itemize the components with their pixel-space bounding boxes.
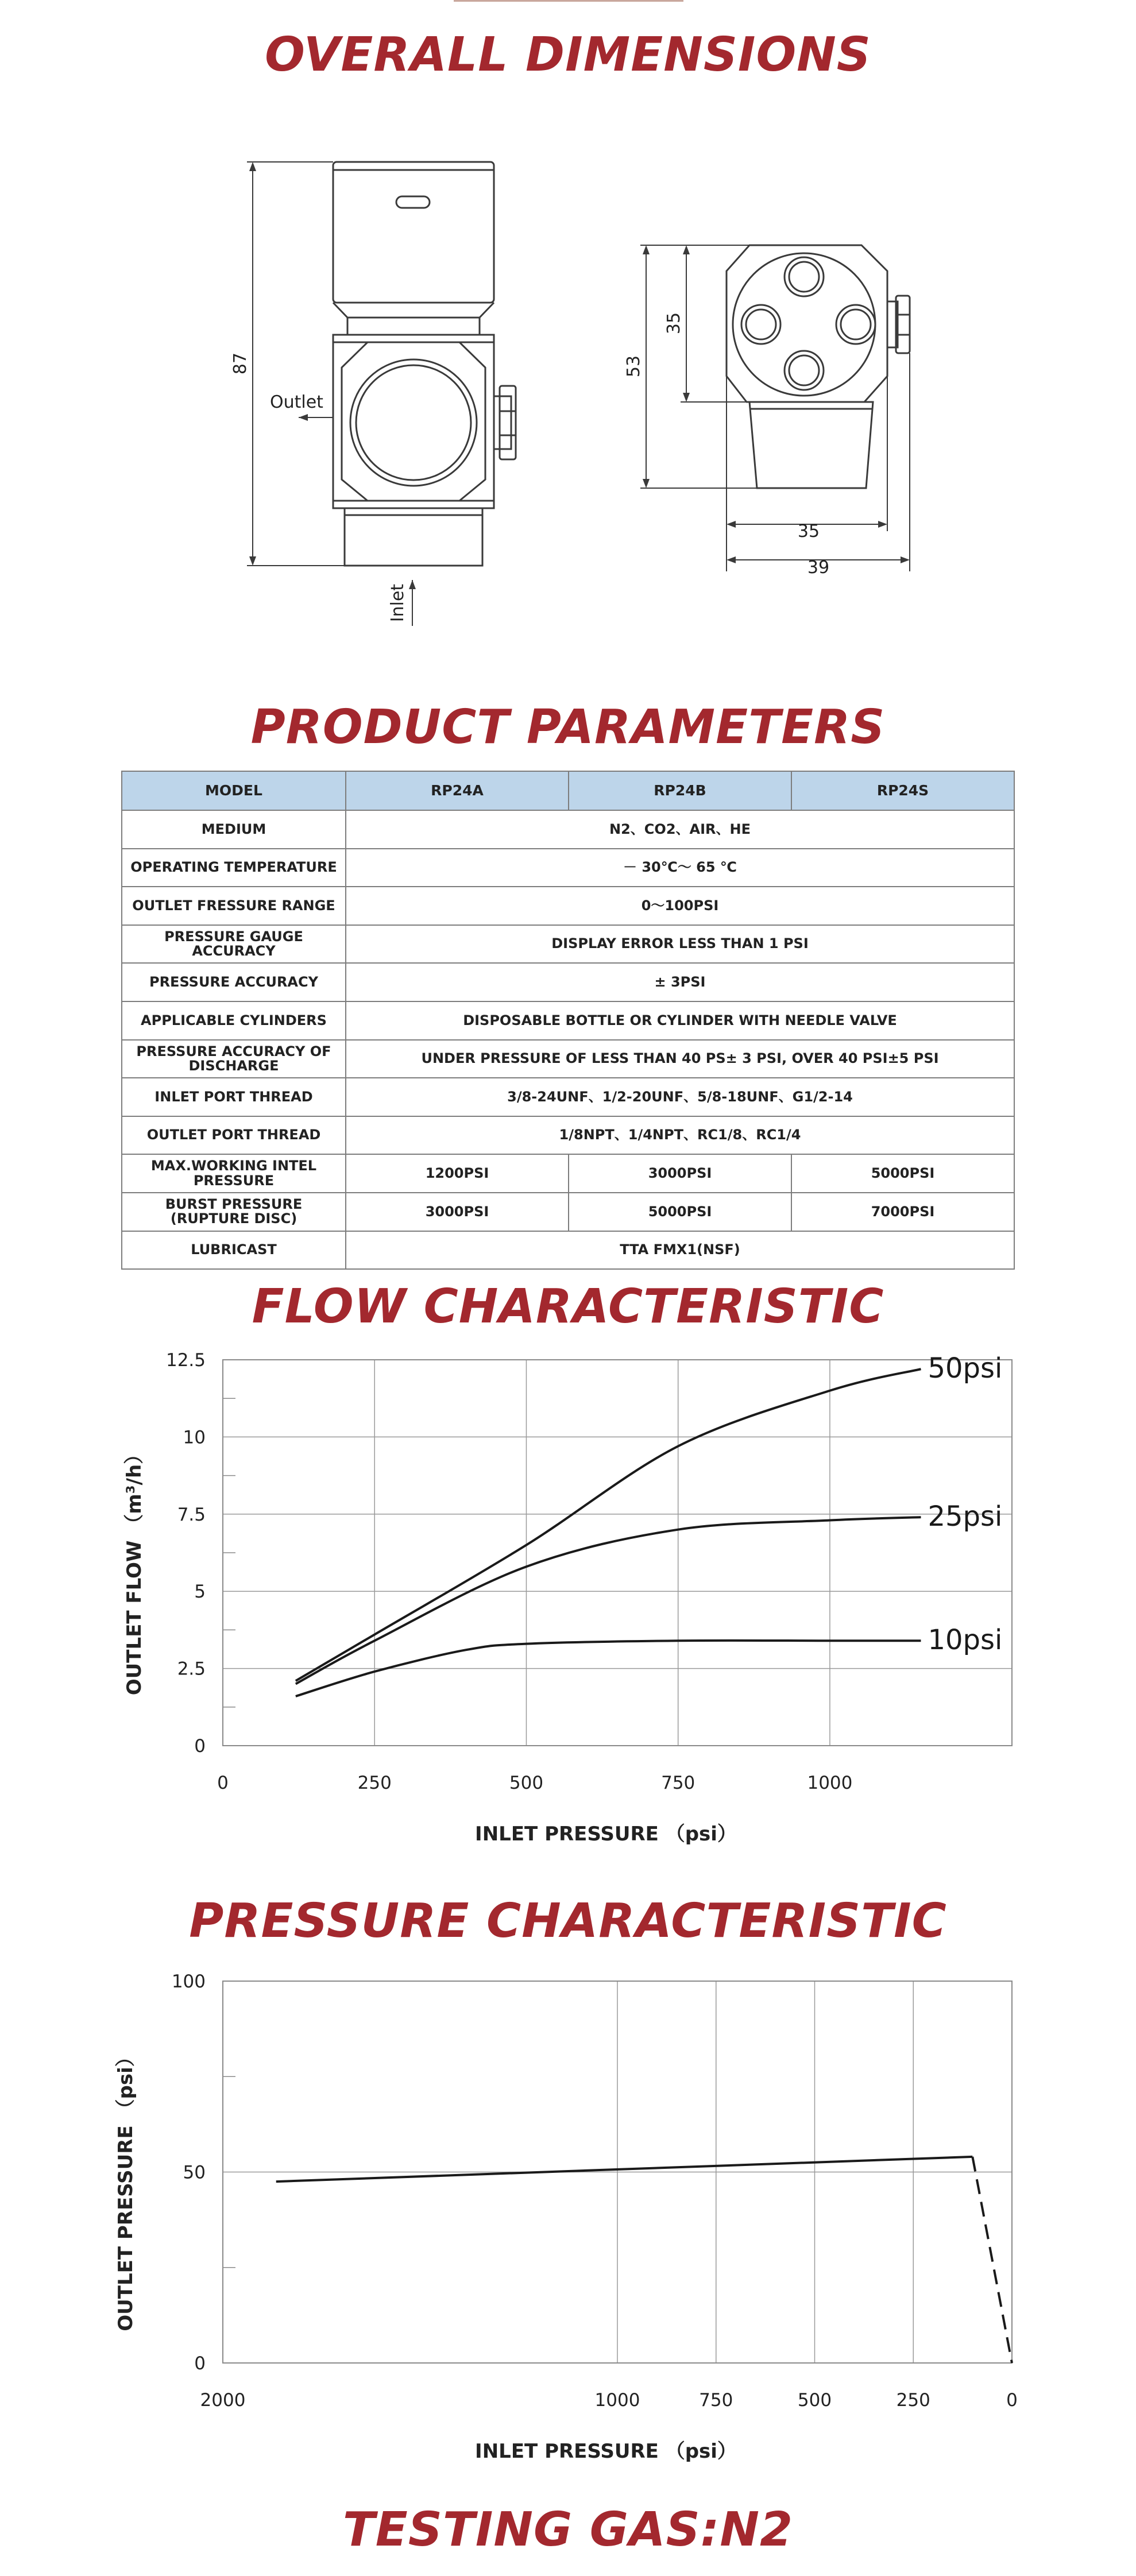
table-row xyxy=(122,1078,1014,1116)
x-tick-label: 500 xyxy=(509,1773,544,1793)
param-label: MEDIUM xyxy=(122,810,346,849)
header-cell: RP24B xyxy=(569,771,791,810)
param-value: 3/8-24UNF、1/2-20UNF、5/8-18UNF、G1/2-14 xyxy=(346,1078,1014,1116)
table-row xyxy=(122,1040,1014,1078)
y-tick-label: 5 xyxy=(194,1581,206,1603)
y-tick-label: 50 xyxy=(183,2162,206,2183)
flow-title: FLOW CHARACTERISTIC xyxy=(252,1279,884,1334)
x-tick-label: 0 xyxy=(217,1773,229,1793)
table-row xyxy=(122,1116,1014,1155)
pressure-chart xyxy=(0,1964,1136,2481)
param-value: － 30℃～ 65 ℃ xyxy=(346,849,1014,887)
table-header-row xyxy=(122,771,1014,810)
plot-frame xyxy=(223,1360,1012,1746)
testing-gas-title: TESTING GAS:N2 xyxy=(342,2502,794,2557)
dim-label-35-width: 35 xyxy=(797,521,820,541)
x-tick-label: 250 xyxy=(357,1773,392,1793)
param-label: LUBRICAST xyxy=(122,1231,346,1270)
param-value: TTA FMX1(NSF) xyxy=(346,1231,1014,1270)
chart-grid xyxy=(223,1360,1012,1746)
param-value: ± 3PSI xyxy=(346,963,1014,1001)
x-tick-label: 250 xyxy=(896,2390,930,2411)
table-row xyxy=(122,1154,1014,1193)
outlet-label: Outlet xyxy=(270,392,323,412)
dim-label-35-height: 35 xyxy=(664,312,684,335)
param-value: UNDER PRESSURE OF LESS THAN 40 PS± 3 PSI, OVER 40 PSI±5 PSI xyxy=(346,1040,1014,1078)
param-label: PRESSURE ACCURACY OF DISCHARGE xyxy=(122,1040,346,1078)
inlet-stem xyxy=(345,508,482,566)
x-tick-label: 750 xyxy=(699,2390,733,2411)
y-axis-label: OUTLET PRESSURE （psi） xyxy=(114,2047,137,2331)
dim-label-53: 53 xyxy=(624,355,644,378)
series-label: 50psi xyxy=(928,1352,1003,1385)
header-cell: MODEL xyxy=(122,771,346,810)
dim-label-87: 87 xyxy=(230,352,250,375)
y-axis-label: OUTLET FLOW （m³/h） xyxy=(123,1444,146,1696)
y-tick-label: 100 xyxy=(171,1971,206,1992)
param-value: 1/8NPT、1/4NPT、RC1/8、RC1/4 xyxy=(346,1116,1014,1155)
dim-label-39: 39 xyxy=(807,558,830,578)
x-tick-label: 0 xyxy=(1006,2390,1018,2411)
param-value: N2、CO2、AIR、HE xyxy=(346,810,1014,849)
table-row xyxy=(122,810,1014,849)
y-tick-label: 7.5 xyxy=(177,1504,206,1525)
x-tick-label: 1000 xyxy=(594,2390,640,2411)
table-row xyxy=(122,1231,1014,1270)
chart-grid xyxy=(223,1981,1012,2363)
header-cell: RP24S xyxy=(791,771,1014,810)
series-label: 10psi xyxy=(928,1624,1003,1657)
table-row xyxy=(122,925,1014,964)
y-tick-label: 12.5 xyxy=(165,1350,206,1371)
param-value: 3000PSI xyxy=(569,1154,791,1193)
x-tick-label: 1000 xyxy=(807,1773,853,1793)
y-tick-label: 0 xyxy=(194,1736,206,1757)
x-tick-label: 500 xyxy=(797,2390,832,2411)
dimension-drawing xyxy=(0,144,1136,637)
x-tick-label: 750 xyxy=(661,1773,695,1793)
table-row xyxy=(122,887,1014,925)
series-line xyxy=(972,2157,1012,2363)
param-value: 3000PSI xyxy=(346,1193,569,1231)
parameters-title: PRODUCT PARAMETERS xyxy=(250,700,886,755)
series-line xyxy=(296,1517,921,1684)
series-label: 25psi xyxy=(928,1500,1003,1533)
param-value: 7000PSI xyxy=(791,1193,1014,1231)
param-label: BURST PRESSURE (RUPTURE DISC) xyxy=(122,1193,346,1231)
param-value: 5000PSI xyxy=(791,1154,1014,1193)
y-tick-label: 10 xyxy=(183,1427,206,1448)
param-label: OUTLET FRESSURE RANGE xyxy=(122,887,346,925)
side-view-stem xyxy=(749,402,873,488)
param-value: 1200PSI xyxy=(346,1154,569,1193)
param-label: PRESSURE ACCURACY xyxy=(122,963,346,1001)
param-value: 5000PSI xyxy=(569,1193,791,1231)
table-row xyxy=(122,849,1014,887)
y-tick-label: 0 xyxy=(194,2353,206,2374)
dimensions-title: OVERALL DIMENSIONS xyxy=(265,28,871,82)
header-cell: RP24A xyxy=(346,771,569,810)
param-label: OUTLET PORT THREAD xyxy=(122,1116,346,1155)
pressure-title: PRESSURE CHARACTERISTIC xyxy=(189,1894,947,1948)
x-axis-label: INLET PRESSURE （psi） xyxy=(475,1823,737,1846)
param-label: APPLICABLE CYLINDERS xyxy=(122,1001,346,1040)
side-view-body xyxy=(727,245,887,402)
param-label: MAX.WORKING INTEL PRESSURE xyxy=(122,1154,346,1193)
param-value: 0～100PSI xyxy=(346,887,1014,925)
inlet-label: Inlet xyxy=(388,583,408,622)
parameters-table xyxy=(121,771,1014,1270)
gauge-ring xyxy=(350,359,477,486)
param-label: PRESSURE GAUGE ACCURACY xyxy=(122,925,346,964)
flow-chart xyxy=(0,1338,1136,1866)
y-tick-label: 2.5 xyxy=(177,1658,206,1680)
table-row xyxy=(122,963,1014,1001)
param-value: DISPLAY ERROR LESS THAN 1 PSI xyxy=(346,925,1014,964)
x-tick-label: 2000 xyxy=(200,2390,246,2411)
param-label: INLET PORT THREAD xyxy=(122,1078,346,1116)
regulator-cap xyxy=(333,162,494,303)
cap-slot xyxy=(396,196,430,208)
param-value: DISPOSABLE BOTTLE OR CYLINDER WITH NEEDLE VALVE xyxy=(346,1001,1014,1040)
table-row xyxy=(122,1001,1014,1040)
x-axis-label: INLET PRESSURE （psi） xyxy=(475,2440,737,2463)
top-divider xyxy=(454,0,683,2)
series-line xyxy=(276,2157,973,2182)
table-row xyxy=(122,1193,1014,1231)
param-label: OPERATING TEMPERATURE xyxy=(122,849,346,887)
